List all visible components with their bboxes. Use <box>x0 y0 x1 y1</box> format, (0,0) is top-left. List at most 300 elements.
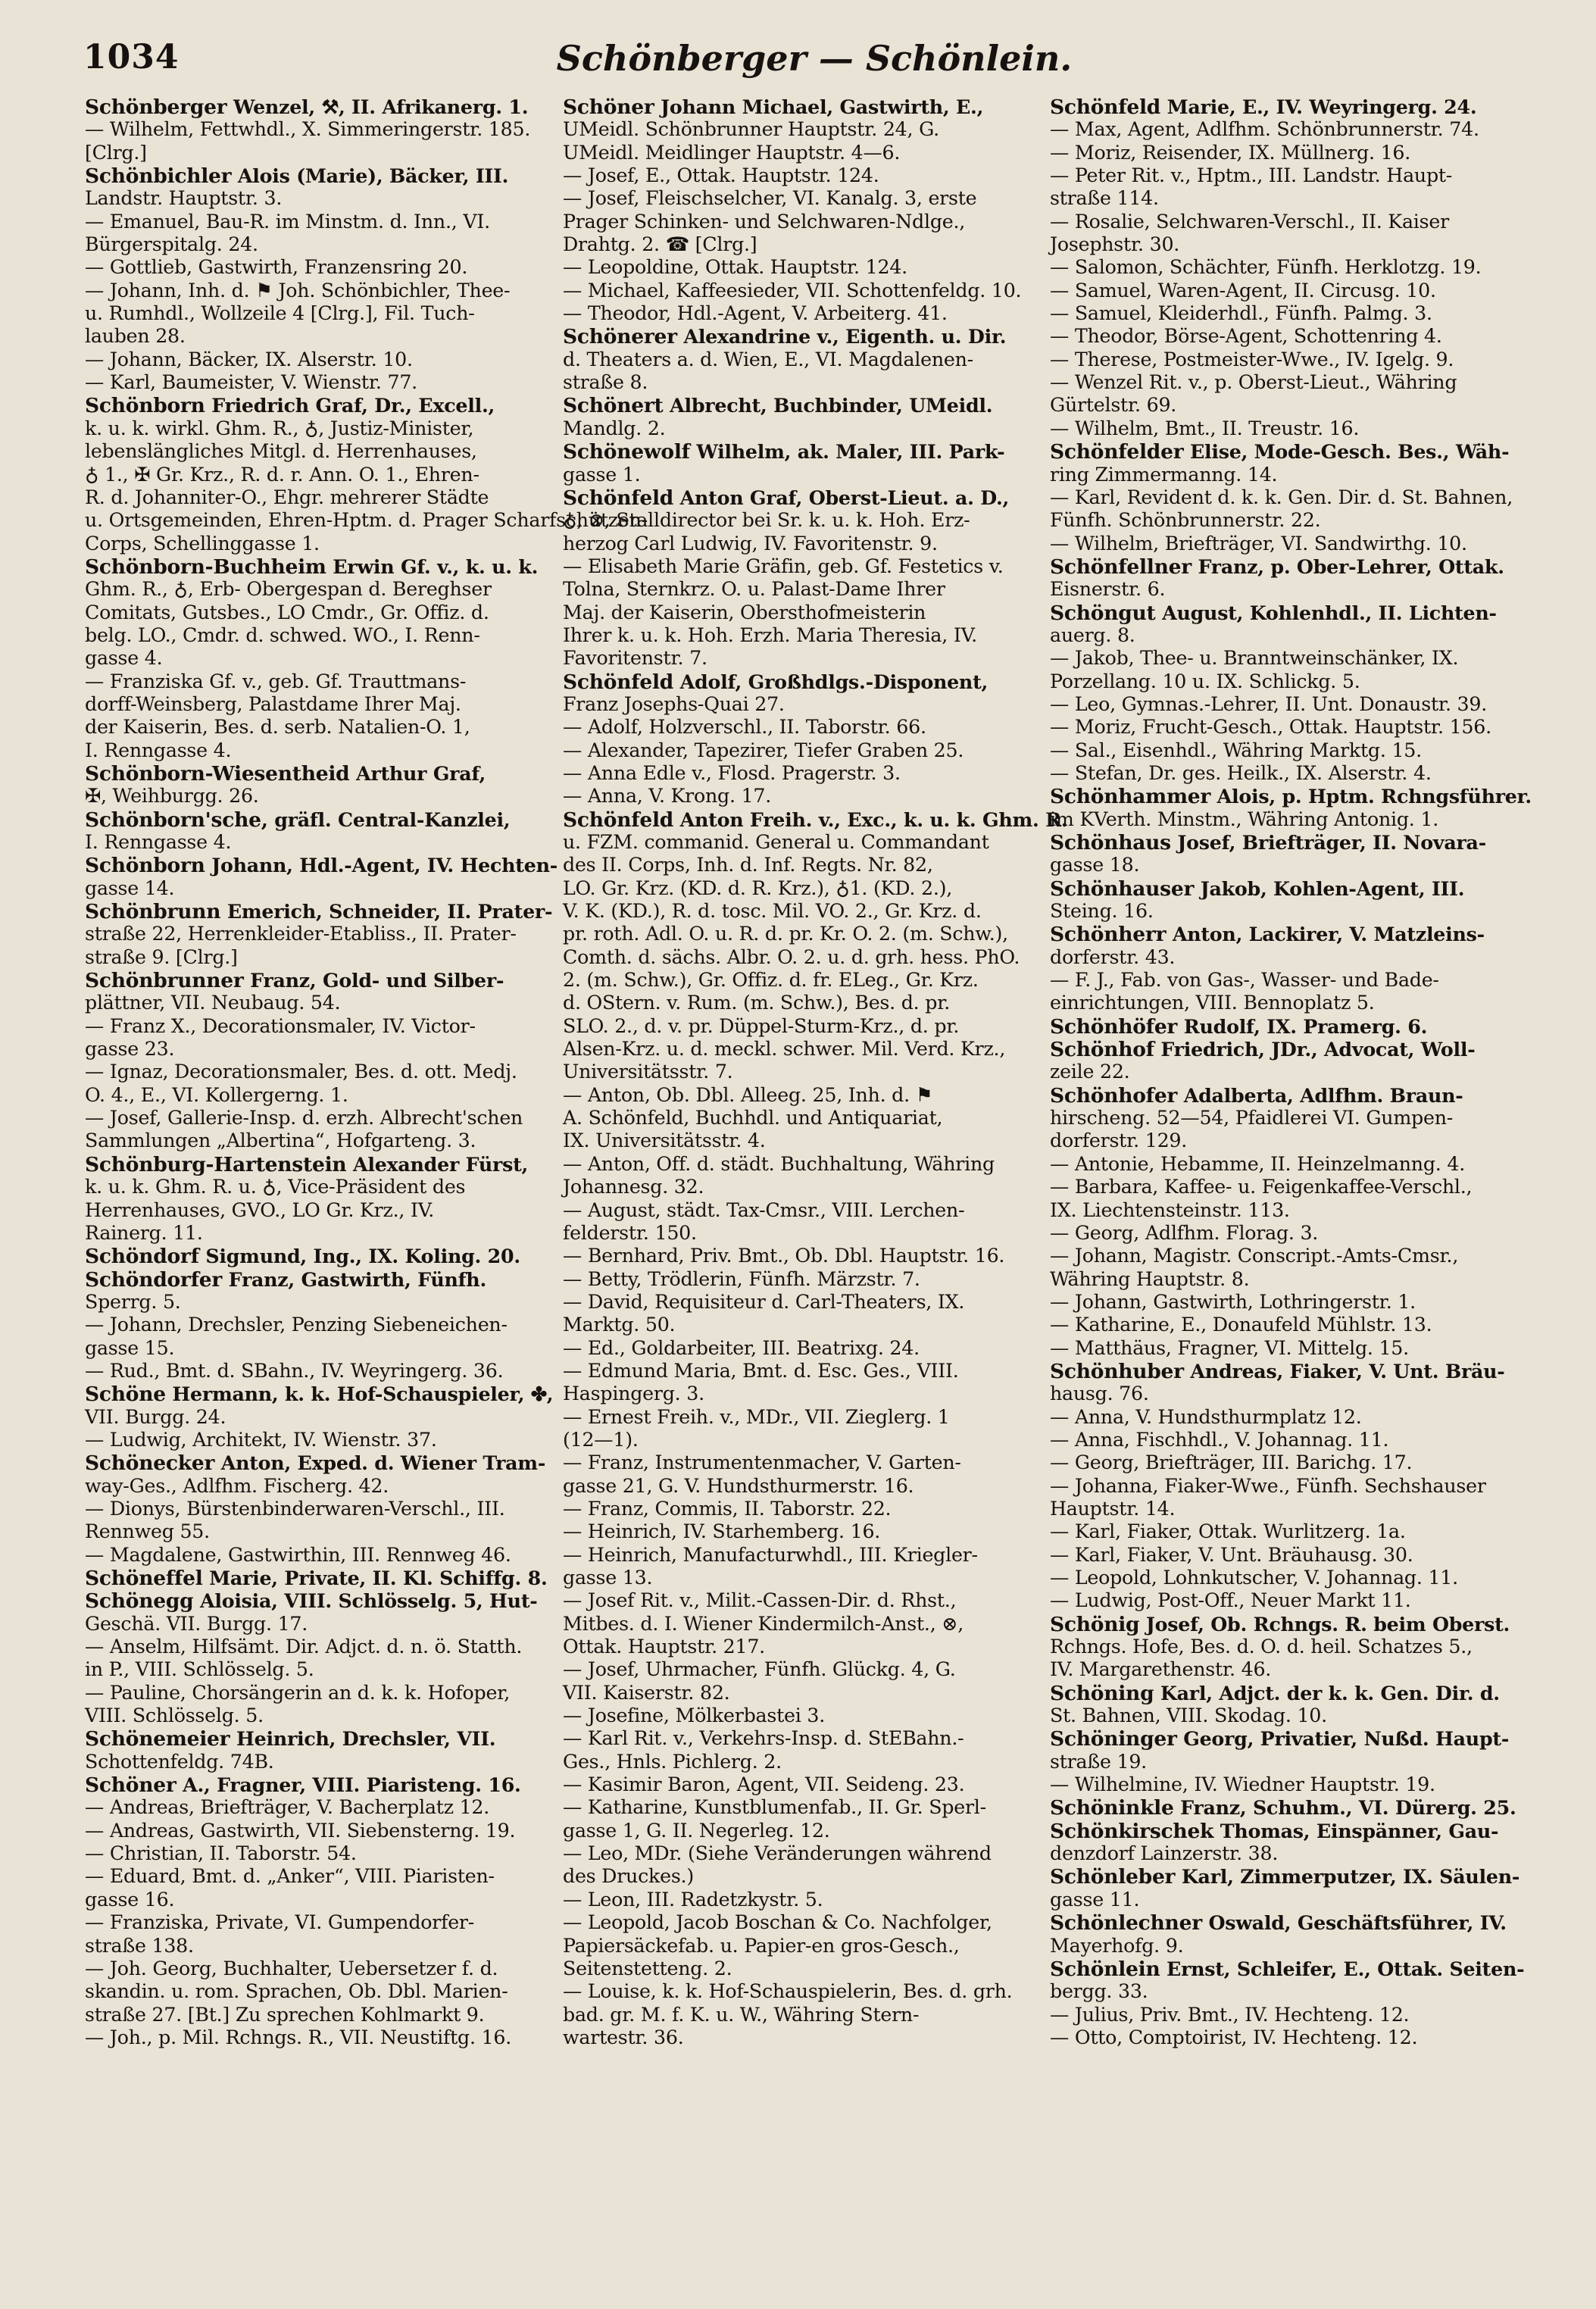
surname-heading: Schönhaus <box>1050 831 1171 855</box>
directory-line: Schönherr Anton, Lackirer, V. Matzleins- <box>1050 923 1485 947</box>
directory-line: einrichtungen, VIII. Bennoplatz 5. <box>1050 992 1375 1014</box>
directory-line: — Adolf, Holzverschl., II. Taborstr. 66. <box>563 716 926 739</box>
directory-line: dorff-Weinsberg, Palastdame Ihrer Maj. <box>85 692 461 715</box>
directory-line: gasse 15. <box>85 1336 175 1359</box>
directory-line: ♁ 1., ✠ Gr. Krz., R. d. r. Ann. O. 1., Ehren- <box>85 463 479 486</box>
directory-line: 2. (m. Schw.), Gr. Offiz. d. fr. ELeg., Gr. Krz. <box>563 969 979 992</box>
directory-line: — Josef, E., Ottak. Hauptstr. 124. <box>563 164 879 187</box>
directory-line: — Therese, Postmeister-Wwe., IV. Igelg. 9. <box>1050 348 1454 370</box>
directory-line: — Salomon, Schächter, Fünfh. Herklotzg. 19. <box>1050 256 1482 279</box>
surname-heading: Schönecker <box>85 1451 215 1476</box>
directory-line: Comth. d. sächs. Albr. O. 2. u. d. grh. hess. PhO. <box>563 945 1020 968</box>
directory-line: — Georg, Adlfhm. Florag. 3. <box>1050 1221 1319 1244</box>
directory-line: der Kaiserin, Bes. d. serb. Natalien-O. 1, <box>85 716 470 739</box>
directory-line: Schönborn'sche, gräfl. Central-Kanzlei, <box>85 808 511 832</box>
surname-heading: Schönberger <box>85 95 227 119</box>
directory-line: Schönfeld Adolf, Großhdlgs.-Disponent, <box>563 670 989 694</box>
directory-line: — Katharine, Kunstblumenfab., II. Gr. Sperl- <box>563 1796 986 1819</box>
directory-line: — Theodor, Hdl.-Agent, V. Arbeiterg. 41. <box>563 302 948 325</box>
directory-line: — Johann, Drechsler, Penzing Siebeneichen- <box>85 1314 508 1336</box>
directory-line: Schönhuber Andreas, Fiaker, V. Unt. Bräu- <box>1050 1359 1505 1383</box>
directory-line: k. u. k. wirkl. Ghm. R., ♁, Justiz-Minister, <box>85 417 474 439</box>
directory-line: Schöndorfer Franz, Gastwirth, Fünfh. <box>85 1267 486 1292</box>
directory-line: Schottenfeldg. 74B. <box>85 1750 274 1773</box>
directory-line: straße 138. <box>85 1934 194 1957</box>
directory-line: Seitenstetteng. 2. <box>563 1957 732 1979</box>
directory-line: Prager Schinken- und Selchwaren-Ndlge., <box>563 210 966 233</box>
directory-line: pr. roth. Adl. O. u. R. d. pr. Kr. O. 2. (m. Schw.), <box>563 923 1008 945</box>
directory-line: — Otto, Comptoirist, IV. Hechteng. 12. <box>1050 2026 1418 2048</box>
directory-line: — Wilhelm, Briefträger, VI. Sandwirthg. 10. <box>1050 532 1467 555</box>
directory-line: — Leopold, Jacob Boschan & Co. Nachfolger, <box>563 1911 992 1934</box>
directory-line: ♁, ⊗, Stalldirector bei Sr. k. u. k. Hoh. Erz- <box>563 509 970 532</box>
directory-line: Schönborn Johann, Hdl.-Agent, IV. Hechten- <box>85 854 558 878</box>
surname-heading: Schönborn-Buchheim <box>85 555 326 579</box>
directory-line: lebenslängliches Mitgl. d. Herrenhauses, <box>85 440 477 463</box>
directory-line: — Heinrich, Manufacturwhdl., III. Kriegler- <box>563 1543 978 1566</box>
directory-line: Schöndorf Sigmund, Ing., IX. Koling. 20. <box>85 1245 520 1269</box>
directory-line: Schönert Albrecht, Buchbinder, UMeidl. <box>563 394 993 418</box>
directory-line: SLO. 2., d. v. pr. Düppel-Sturm-Krz., d. pr. <box>563 1014 960 1037</box>
directory-line: Schöngut August, Kohlenhdl., II. Lichten- <box>1050 601 1497 625</box>
directory-line: (12—1). <box>563 1428 639 1451</box>
directory-line: u. Ortsgemeinden, Ehren-Hptm. d. Prager Scharfschützen- <box>85 509 648 532</box>
directory-line: Schönegg Aloisia, VIII. Schlösselg. 5, Hut- <box>85 1589 538 1614</box>
directory-line: Papiersäckefab. u. Papier-en gros-Gesch., <box>563 1934 960 1957</box>
directory-line: — Anna, V. Hundsthurmplatz 12. <box>1050 1405 1362 1428</box>
directory-line: gasse 4. <box>85 647 163 670</box>
directory-line: Schönberger Wenzel, ⚒, II. Afrikanerg. 1. <box>85 95 529 119</box>
directory-line: — Karl Rit. v., Verkehrs-Insp. d. StEBahn.- <box>563 1727 964 1750</box>
directory-line: Mandlg. 2. <box>563 417 666 439</box>
directory-line: Schönhauser Jakob, Kohlen-Agent, III. <box>1050 876 1465 901</box>
directory-line: Comitats, Gutsbes., LO Cmdr., Gr. Offiz. d. <box>85 601 489 623</box>
directory-line: straße 27. [Bt.] Zu sprechen Kohlmarkt 9. <box>85 2003 485 2026</box>
directory-line: — Josef, Uhrmacher, Fünfh. Glückg. 4, G. <box>563 1658 956 1681</box>
directory-line: Favoritenstr. 7. <box>563 647 707 670</box>
directory-line: — Leo, Gymnas.-Lehrer, II. Unt. Donaustr. 39. <box>1050 692 1488 715</box>
directory-line: IV. Margarethenstr. 46. <box>1050 1658 1272 1681</box>
directory-line: — Pauline, Chorsängerin an d. k. k. Hofoper, <box>85 1681 511 1704</box>
directory-line: — Magdalene, Gastwirthin, III. Rennweg 46. <box>85 1543 511 1566</box>
directory-line: Schönerer Alexandrine v., Eigenth. u. Dir. <box>563 325 1007 349</box>
surname-heading: Schönbrunner <box>85 969 244 993</box>
directory-line: Schönhof Friedrich, JDr., Advocat, Woll- <box>1050 1038 1476 1062</box>
directory-line: straße 22, Herrenkleider-Etabliss., II. Prater- <box>85 923 517 945</box>
surname-heading: Schönlechner <box>1050 1911 1202 1936</box>
directory-line: gasse 1. <box>563 463 641 486</box>
directory-line: Rennweg 55. <box>85 1520 210 1543</box>
surname-heading: Schönburg-Hartenstein <box>85 1152 347 1176</box>
surname-heading: Schönhauser <box>1050 876 1195 901</box>
directory-line: gasse 16. <box>85 1888 175 1911</box>
surname-heading: Schönemeier <box>85 1727 230 1751</box>
directory-column-3 <box>1050 95 1536 2292</box>
directory-line: — Moriz, Frucht-Gesch., Ottak. Hauptstr. 156. <box>1050 716 1491 739</box>
directory-line: I. Renngasse 4. <box>85 739 232 761</box>
directory-line: hausg. 76. <box>1050 1383 1149 1405</box>
directory-line: Sperrg. 5. <box>85 1290 181 1313</box>
directory-line: straße 9. [Clrg.] <box>85 945 238 968</box>
directory-line: V. K. (KD.), R. d. tosc. Mil. VO. 2., Gr. Krz. d. <box>563 900 982 923</box>
directory-line: des II. Corps, Inh. d. Inf. Regts. Nr. 82, <box>563 854 933 876</box>
directory-line: — Ludwig, Post-Off., Neuer Markt 11. <box>1050 1589 1411 1612</box>
directory-line: gasse 23. <box>85 1038 175 1061</box>
directory-line: Schönfelder Elise, Mode-Gesch. Bes., Wäh- <box>1050 440 1510 464</box>
directory-line: — Bernhard, Priv. Bmt., Ob. Dbl. Hauptstr. 16. <box>563 1245 1005 1267</box>
directory-line: Universitätsstr. 7. <box>563 1061 733 1083</box>
directory-line: — Christian, II. Taborstr. 54. <box>85 1842 357 1865</box>
directory-line: Schönlechner Oswald, Geschäftsführer, IV. <box>1050 1911 1507 1936</box>
directory-line: IX. Liechtensteinstr. 113. <box>1050 1198 1290 1221</box>
directory-line: Johannesg. 32. <box>563 1176 704 1198</box>
directory-line: — Anna, V. Krong. 17. <box>563 785 772 808</box>
directory-line: gasse 13. <box>563 1567 653 1589</box>
directory-line: — Karl, Fiaker, V. Unt. Bräuhausg. 30. <box>1050 1543 1413 1566</box>
surname-heading: Schönhuber <box>1050 1359 1184 1383</box>
directory-line: — Julius, Priv. Bmt., IV. Hechteng. 12. <box>1050 2003 1410 2026</box>
directory-line: — Matthäus, Fragner, VI. Mittelg. 15. <box>1050 1336 1409 1359</box>
surname-heading: Schönborn-Wiesentheid <box>85 761 350 786</box>
directory-line: — Karl, Baumeister, V. Wienstr. 77. <box>85 371 417 394</box>
directory-line: Schönig Josef, Ob. Rchngs. R. beim Oberst. <box>1050 1612 1510 1636</box>
directory-line: Drahtg. 2. ☎ [Clrg.] <box>563 233 757 256</box>
surname-heading: Schönfellner <box>1050 555 1192 579</box>
directory-line: — Franz, Instrumentenmacher, V. Garten- <box>563 1451 961 1474</box>
directory-line: Schönecker Anton, Exped. d. Wiener Tram- <box>85 1451 546 1476</box>
directory-line: — Joh. Georg, Buchhalter, Uebersetzer f. d. <box>85 1957 498 1979</box>
directory-line: belg. LO., Cmdr. d. schwed. WO., I. Renn- <box>85 623 480 646</box>
surname-heading: Schönegg <box>85 1589 194 1614</box>
directory-line: — Anna Edle v., Flosd. Pragerstr. 3. <box>563 761 901 784</box>
surname-heading: Schöne <box>85 1383 166 1407</box>
directory-line: A. Schönfeld, Buchhdl. und Antiquariat, <box>563 1107 943 1130</box>
directory-line: gasse 18. <box>1050 854 1140 876</box>
directory-line: — Andreas, Briefträger, V. Bacherplatz 12. <box>85 1796 490 1819</box>
surname-heading: Schöner <box>563 95 654 119</box>
directory-line: Haspingerg. 3. <box>563 1383 704 1405</box>
directory-line: des Druckes.) <box>563 1865 694 1888</box>
directory-line: — Dionys, Bürstenbinderwaren-Verschl., III. <box>85 1497 505 1520</box>
directory-line: — Peter Rit. v., Hptm., III. Landstr. Haupt- <box>1050 164 1453 187</box>
directory-line: — Elisabeth Marie Gräfin, geb. Gf. Festetics v. <box>563 555 1004 577</box>
directory-line: ✠, Weihburgg. 26. <box>85 785 259 808</box>
surname-heading: Schönfeld <box>563 486 674 510</box>
directory-line: Hauptstr. 14. <box>1050 1497 1176 1520</box>
directory-line: Schönfeld Anton Freih. v., Exc., k. u. k. Ghm. R. <box>563 808 1068 832</box>
directory-line: Schönleber Karl, Zimmerputzer, IX. Säulen- <box>1050 1865 1520 1889</box>
directory-line: Tolna, Sternkrz. O. u. Palast-Dame Ihrer <box>563 578 945 601</box>
directory-line: — Theodor, Börse-Agent, Schottenring 4. <box>1050 325 1442 348</box>
directory-line: — Kasimir Baron, Agent, VII. Seideng. 23. <box>563 1773 965 1796</box>
directory-line: dorferstr. 43. <box>1050 945 1176 968</box>
directory-line: hirschеng. 52—54, Pfaidlerei VI. Gumpen- <box>1050 1107 1454 1130</box>
directory-line: Marktg. 50. <box>563 1314 676 1336</box>
directory-line: Maj. der Kaiserin, Obersthofmeisterin <box>563 601 926 623</box>
directory-line: u. Rumhdl., Wollzeile 4 [Clrg.], Fil. Tuch- <box>85 302 475 325</box>
directory-line: Schönbrunn Emerich, Schneider, II. Prater- <box>85 900 553 924</box>
directory-line: d. OStern. v. Rum. (m. Schw.), Bes. d. pr. <box>563 992 951 1014</box>
directory-line: — Karl, Revident d. k. k. Gen. Dir. d. St. Bahnen, <box>1050 486 1513 508</box>
surname-heading: Schönfeld <box>563 808 674 832</box>
directory-line: [Clrg.] <box>85 141 147 164</box>
directory-line: lauben 28. <box>85 325 186 348</box>
directory-line: Schöner Johann Michael, Gastwirth, E., <box>563 95 984 119</box>
directory-line: felderstr. 150. <box>563 1221 697 1244</box>
directory-line: herzog Carl Ludwig, IV. Favoritenstr. 9. <box>563 532 938 555</box>
surname-heading: Schönfelder <box>1050 440 1184 464</box>
directory-line: Schönhammer Alois, p. Hptm. Rchngsführer. <box>1050 785 1532 809</box>
directory-line: Geschä. VII. Burgg. 17. <box>85 1612 308 1635</box>
directory-line: — Max, Agent, Adlfhm. Schönbrunnerstr. 74. <box>1050 118 1479 141</box>
directory-line: UMeidl. Meidlinger Hauptstr. 4—6. <box>563 141 901 164</box>
directory-line: Schöne Hermann, k. k. Hof-Schauspieler, ✤, <box>85 1383 554 1407</box>
surname-heading: Schönhöfer <box>1050 1014 1178 1039</box>
directory-line: — Johann, Magistr. Conscript.-Amts-Cmsr., <box>1050 1245 1459 1267</box>
directory-line: VII. Burgg. 24. <box>85 1405 226 1428</box>
directory-line: — Josef Rit. v., Milit.-Cassen-Dir. d. Rhst., <box>563 1589 957 1612</box>
directory-line: Alsen-Krz. u. d. meckl. schwer. Mil. Verd. Krz., <box>563 1038 1006 1061</box>
surname-heading: Schöninger <box>1050 1727 1177 1751</box>
directory-line: — Franz, Commis, II. Taborstr. 22. <box>563 1497 892 1520</box>
surname-heading: Schönewolf <box>563 440 690 464</box>
directory-line: — Franz X., Decorationsmaler, IV. Victor- <box>85 1014 476 1037</box>
directory-line: zeile 22. <box>1050 1061 1130 1083</box>
directory-line: — Katharine, E., Donaufeld Mühlstr. 13. <box>1050 1314 1432 1336</box>
directory-line: — Ludwig, Architekt, IV. Wienstr. 37. <box>85 1428 437 1451</box>
surname-heading: Schönert <box>563 394 664 418</box>
directory-line: — Anton, Ob. Dbl. Alleeg. 25, Inh. d. ⚑ <box>563 1083 933 1106</box>
directory-column-2 <box>563 95 1068 2292</box>
directory-line: Schönborn Friedrich Graf, Dr., Excell., <box>85 394 495 418</box>
directory-line: — Johann, Bäcker, IX. Alserstr. 10. <box>85 348 413 370</box>
directory-line: Rchngs. Hofe, Bes. d. O. d. heil. Schatzes 5., <box>1050 1636 1473 1658</box>
surname-heading: Schönhammer <box>1050 785 1211 809</box>
directory-line: — Alexander, Tapezirer, Tiefer Graben 25. <box>563 739 964 761</box>
directory-line: — Franziska Gf. v., geb. Gf. Trauttmans- <box>85 670 467 692</box>
surname-heading: Schönborn <box>85 394 205 418</box>
directory-line: — Johann, Gastwirth, Lothringerstr. 1. <box>1050 1290 1416 1313</box>
surname-heading: Schönhof <box>1050 1038 1154 1062</box>
directory-line: Fünfh. Schönbrunnerstr. 22. <box>1050 509 1321 532</box>
surname-heading: Schönbrunn <box>85 900 221 924</box>
directory-line: — Ed., Goldarbeiter, III. Beatrixg. 24. <box>563 1336 920 1359</box>
directory-line: — Wilhelm, Bmt., II. Treustr. 16. <box>1050 417 1360 439</box>
directory-line: — Josef, Gallerie-Insp. d. erzh. Albrecht'schen <box>85 1107 523 1130</box>
surname-heading: Schönleber <box>1050 1865 1176 1889</box>
directory-line: — F. J., Fab. von Gas-, Wasser- und Bade- <box>1050 969 1439 992</box>
directory-line: — Betty, Trödlerin, Fünfh. Märzstr. 7. <box>563 1267 920 1290</box>
directory-line: Schönbrunner Franz, Gold- und Silber- <box>85 969 504 993</box>
directory-line: — Josef, Fleischselcher, VI. Kanalg. 3, erste <box>563 187 977 210</box>
directory-line: — Josefine, Mölkerbastei 3. <box>563 1704 825 1727</box>
directory-line: Franz Josephs-Quai 27. <box>563 692 785 715</box>
directory-line: — Sal., Eisenhdl., Währing Marktg. 15. <box>1050 739 1422 761</box>
directory-line: Bürgerspitalg. 24. <box>85 233 258 256</box>
directory-line: — Andreas, Gastwirth, VII. Siebensterng. 19. <box>85 1819 516 1842</box>
directory-line: — Louise, k. k. Hof-Schauspielerin, Bes. d. grh. <box>563 1980 1013 2003</box>
directory-line: — Rud., Bmt. d. SBahn., IV. Weyringerg. 36. <box>85 1359 504 1382</box>
directory-line: gasse 21, G. V. Hundsthurmerstr. 16. <box>563 1474 914 1497</box>
directory-line: Schönfeld Anton Graf, Oberst-Lieut. a. D., <box>563 486 1010 510</box>
running-title: Schönberger — Schönlein. <box>556 38 1073 79</box>
directory-line: St. Bahnen, VIII. Skodag. 10. <box>1050 1704 1327 1727</box>
directory-line: bergg. 33. <box>1050 1980 1148 2003</box>
directory-line: Herrenhauses, GVO., LO Gr. Krz., IV. <box>85 1198 435 1221</box>
directory-line: Schönkirschek Thomas, Einspänner, Gau- <box>1050 1819 1499 1843</box>
directory-line: Schönfeld Marie, E., IV. Weyringerg. 24. <box>1050 95 1477 119</box>
directory-line: — Heinrich, IV. Starhemberg. 16. <box>563 1520 881 1543</box>
directory-line: — Gottlieb, Gastwirth, Franzensring 20. <box>85 256 468 279</box>
directory-line: — Samuel, Waren-Agent, II. Circusg. 10. <box>1050 279 1436 302</box>
surname-heading: Schöneffel <box>85 1567 203 1590</box>
directory-line: — Antonie, Hebamme, II. Heinzelmanng. 4. <box>1050 1152 1466 1175</box>
directory-line: Ghm. R., ♁, Erb- Obergespan d. Bereghser <box>85 578 492 601</box>
directory-line: O. 4., E., VI. Kollergerng. 1. <box>85 1083 348 1106</box>
directory-line: Corps, Schellinggasse 1. <box>85 532 320 555</box>
surname-heading: Schöndorf <box>85 1245 199 1269</box>
surname-heading: Schönig <box>1050 1612 1140 1636</box>
directory-line: Schönemeier Heinrich, Drechsler, VII. <box>85 1727 496 1751</box>
directory-line: Schönhofer Adalberta, Adlfhm. Braun- <box>1050 1083 1463 1108</box>
directory-line: im KVerth. Minstm., Währing Antonig. 1. <box>1050 808 1438 830</box>
directory-line: Währing Hauptstr. 8. <box>1050 1267 1250 1290</box>
directory-line: IX. Universitätsstr. 4. <box>563 1130 766 1152</box>
directory-line: — Johann, Inh. d. ⚑ Joh. Schönbichler, Thee- <box>85 279 511 302</box>
directory-line: gasse 11. <box>1050 1888 1140 1911</box>
directory-line: ring Zimmermanng. 14. <box>1050 463 1278 486</box>
surname-heading: Schönkirschek <box>1050 1819 1214 1843</box>
directory-line: Schöninkle Franz, Schuhm., VI. Dürerg. 25. <box>1050 1796 1516 1820</box>
directory-line: VIII. Schlösselg. 5. <box>85 1704 264 1727</box>
directory-line: Ges., Hnls. Pichlerg. 2. <box>563 1750 782 1773</box>
directory-line: Schöninger Georg, Privatier, Nußd. Haupt- <box>1050 1727 1510 1751</box>
directory-line: R. d. Johanniter-O., Ehgr. mehrerer Städte <box>85 486 489 508</box>
directory-line: Josephstr. 30. <box>1050 233 1180 256</box>
directory-line: — Georg, Briefträger, III. Barichg. 17. <box>1050 1451 1413 1474</box>
surname-heading: Schönerer <box>563 325 677 349</box>
surname-heading: Schönlein <box>1050 1957 1160 1981</box>
directory-line: Schönewolf Wilhelm, ak. Maler, III. Park- <box>563 440 1005 464</box>
surname-heading: Schönfeld <box>563 670 674 694</box>
directory-line: VII. Kaiserstr. 82. <box>563 1681 730 1704</box>
directory-line: Landstr. Hauptstr. 3. <box>85 187 283 210</box>
directory-line: — Jakob, Thee- u. Branntweinschänker, IX. <box>1050 647 1459 670</box>
directory-line: — Leo, MDr. (Siehe Veränderungen während <box>563 1842 992 1865</box>
directory-line: — Edmund Maria, Bmt. d. Esc. Ges., VIII. <box>563 1359 959 1382</box>
directory-line: — Wilhelm, Fettwhdl., X. Simmeringerstr. 185. <box>85 118 531 141</box>
directory-line: — Leopold, Lohnkutscher, V. Johannag. 11. <box>1050 1567 1458 1589</box>
directory-line: — Leon, III. Radetzkystr. 5. <box>563 1888 823 1911</box>
directory-line: — Karl, Fiaker, Ottak. Wurlitzerg. 1a. <box>1050 1520 1406 1543</box>
directory-line: bad. gr. M. f. K. u. W., Währing Stern- <box>563 2003 920 2026</box>
directory-line: — Wilhelmine, IV. Wiedner Hauptstr. 19. <box>1050 1773 1435 1796</box>
directory-line: — Leopoldine, Ottak. Hauptstr. 124. <box>563 256 907 279</box>
page-number: 1034 <box>83 38 180 77</box>
directory-line: Schönburg-Hartenstein Alexander Fürst, <box>85 1152 529 1176</box>
directory-line: — Ernest Freih. v., MDr., VII. Zieglerg. 1 <box>563 1405 950 1428</box>
directory-line: skandin. u. rom. Sprachen, Ob. Dbl. Marien- <box>85 1980 508 2003</box>
directory-line: Schönbichler Alois (Marie), Bäcker, III. <box>85 164 509 189</box>
directory-line: Schönborn-Wiesentheid Arthur Graf, <box>85 761 486 786</box>
directory-line: wartestr. 36. <box>563 2026 684 2048</box>
surname-heading: Schönbichler <box>85 164 232 189</box>
directory-line: straße 19. <box>1050 1750 1147 1773</box>
directory-line: — Samuel, Kleiderhdl., Fünfh. Palmg. 3. <box>1050 302 1432 325</box>
directory-line: — Emanuel, Bau-R. im Minstm. d. Inn., VI. <box>85 210 490 233</box>
directory-line: gasse 1, G. II. Negerleg. 12. <box>563 1819 830 1842</box>
directory-line: way-Ges., Adlfhm. Fischerg. 42. <box>85 1474 389 1497</box>
directory-line: Ihrer k. u. k. Hoh. Erzh. Maria Theresia, IV. <box>563 623 977 646</box>
surname-heading: Schöninkle <box>1050 1796 1174 1820</box>
directory-line: dorferstr. 129. <box>1050 1130 1188 1152</box>
directory-line: — Rosalie, Selchwaren-Verschl., II. Kaiser <box>1050 210 1449 233</box>
directory-line: — Anselm, Hilfsämt. Dir. Adjct. d. n. ö. Statth. <box>85 1636 523 1658</box>
directory-line: Schöneffel Marie, Private, II. Kl. Schiffg. 8. <box>85 1567 548 1590</box>
directory-line: auerg. 8. <box>1050 623 1135 646</box>
directory-line: k. u. k. Ghm. R. u. ♁, Vice-Präsident des <box>85 1176 466 1198</box>
directory-line: LO. Gr. Krz. (KD. d. R. Krz.), ♁1. (KD. 2.), <box>563 876 953 899</box>
directory-line: Mitbes. d. I. Wiener Kindermilch-Anst., ⊗, <box>563 1612 964 1635</box>
directory-line: — Franziska, Private, VI. Gumpendorfer- <box>85 1911 475 1934</box>
directory-line: — Johanna, Fiaker-Wwe., Fünfh. Sechshauser <box>1050 1474 1486 1497</box>
directory-line: — Anna, Fischhdl., V. Johannag. 11. <box>1050 1428 1389 1451</box>
surname-heading: Schöning <box>1050 1681 1154 1705</box>
directory-line: Schönfellner Franz, p. Ober-Lehrer, Ottak. <box>1050 555 1504 579</box>
directory-line: UMeidl. Schönbrunner Hauptstr. 24, G. <box>563 118 939 141</box>
directory-line: — Moriz, Reisender, IX. Müllnerg. 16. <box>1050 141 1411 164</box>
surname-heading: Schönborn <box>85 854 205 878</box>
directory-line: straße 114. <box>1050 187 1159 210</box>
directory-line: Porzellang. 10 u. IX. Schlickg. 5. <box>1050 670 1360 692</box>
directory-line: Schönhaus Josef, Briefträger, II. Novara- <box>1050 831 1486 855</box>
directory-line: gasse 14. <box>85 876 175 899</box>
directory-line: Sammlungen „Albertina“, Hofgarteng. 3. <box>85 1130 476 1152</box>
surname-heading: Schöner <box>85 1773 176 1798</box>
directory-line: — Stefan, Dr. ges. Heilk., IX. Alserstr. 4. <box>1050 761 1432 784</box>
directory-line: Schönborn-Buchheim Erwin Gf. v., k. u. k. <box>85 555 539 579</box>
directory-line: — Ignaz, Decorationsmaler, Bes. d. ott. Medj. <box>85 1061 517 1083</box>
directory-line: Schönhöfer Rudolf, IX. Pramerg. 6. <box>1050 1014 1428 1039</box>
directory-line: I. Renngasse 4. <box>85 831 232 853</box>
directory-line: denzdorf Lainzerstr. 38. <box>1050 1842 1279 1865</box>
surname-heading: Schönherr <box>1050 923 1167 947</box>
directory-line: Schöning Karl, Adjct. der k. k. Gen. Dir. d. <box>1050 1681 1500 1705</box>
directory-line: Gürtelstr. 69. <box>1050 394 1177 417</box>
directory-line: — David, Requisiteur d. Carl-Theaters, IX. <box>563 1290 965 1313</box>
directory-line: u. FZM. commanid. General u. Commandant <box>563 831 989 853</box>
directory-line: plättner, VII. Neubaug. 54. <box>85 992 341 1014</box>
directory-line: Rainerg. 11. <box>85 1221 203 1244</box>
directory-line: d. Theaters a. d. Wien, E., VI. Magdalenen- <box>563 348 973 370</box>
directory-line: — August, städt. Tax-Cmsr., VIII. Lerchen- <box>563 1198 965 1221</box>
directory-line: in P., VIII. Schlösselg. 5. <box>85 1658 314 1681</box>
directory-line: Schönlein Ernst, Schleifer, E., Ottak. Seiten- <box>1050 1957 1525 1981</box>
directory-line: Steing. 16. <box>1050 900 1154 923</box>
surname-heading: Schönborn'sche, <box>85 808 268 832</box>
directory-line: Mayerhofg. 9. <box>1050 1934 1184 1957</box>
directory-line: Eisnerstr. 6. <box>1050 578 1166 601</box>
surname-heading: Schöngut <box>1050 601 1156 625</box>
directory-line: — Anton, Off. d. städt. Buchhaltung, Währing <box>563 1152 995 1175</box>
surname-heading: Schönhofer <box>1050 1083 1178 1108</box>
directory-line: straße 8. <box>563 371 648 394</box>
directory-line: — Barbara, Kaffee- u. Feigenkaffee-Verschl., <box>1050 1176 1473 1198</box>
directory-line: — Michael, Kaffeesieder, VII. Schottenfeldg. 10. <box>563 279 1022 302</box>
directory-line: — Eduard, Bmt. d. „Anker“, VIII. Piaristen- <box>85 1865 495 1888</box>
directory-line: — Joh., p. Mil. Rchngs. R., VII. Neustiftg. 16. <box>85 2026 512 2048</box>
directory-line: Schöner A., Fragner, VIII. Piaristeng. 16. <box>85 1773 521 1798</box>
